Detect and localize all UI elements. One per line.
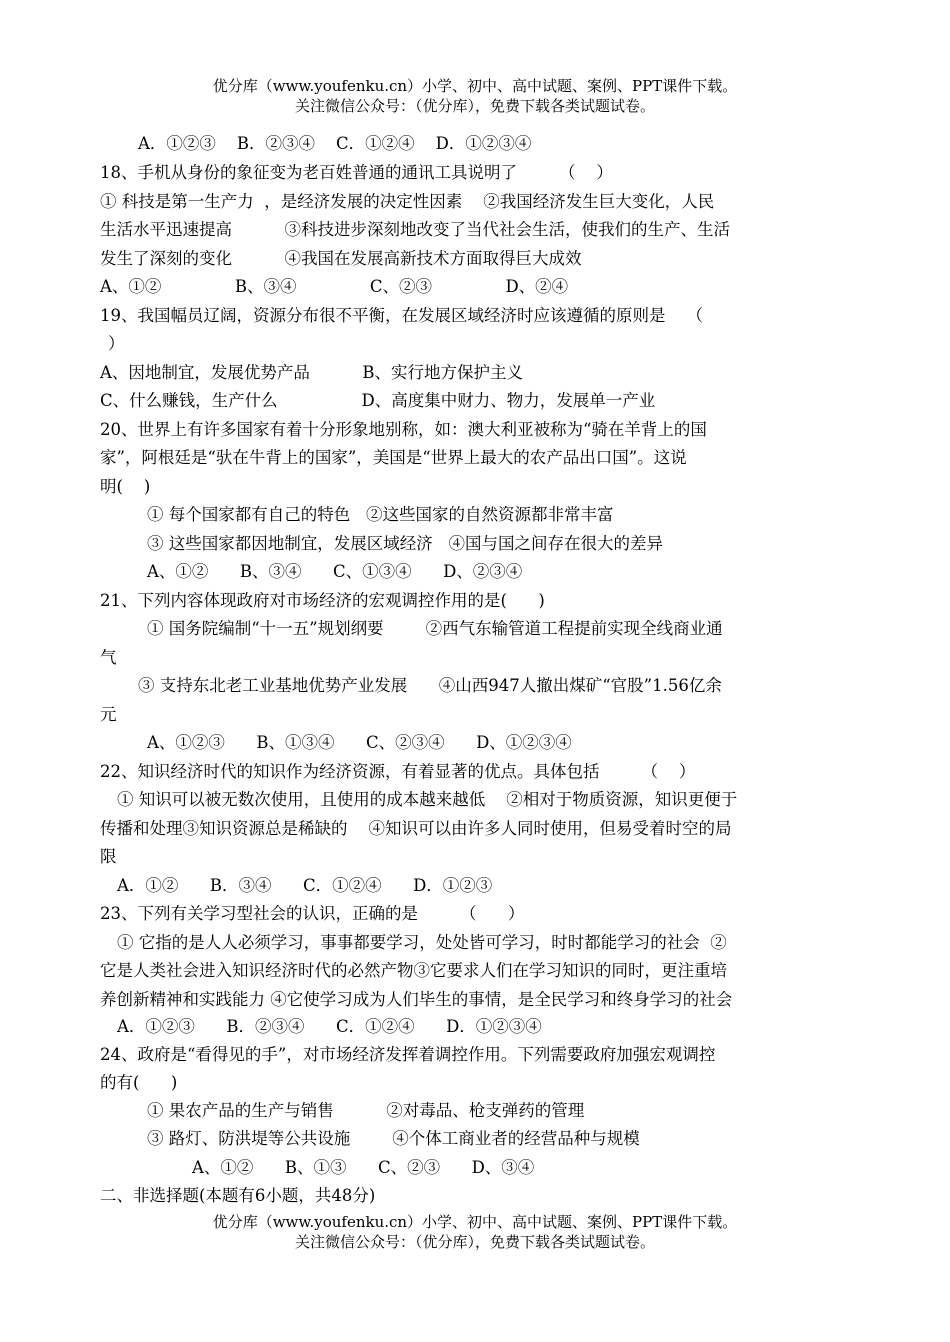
q19-options-2: C、什么赚钱，生产什么 D、高度集中财力、物力，发展单一产业 — [100, 391, 656, 410]
q22-line-2: 传播和处理③知识资源总是稀缺的 ④知识可以由许多人同时使用，但易受着时空的局 — [100, 819, 732, 838]
q18-options: A、①② B、③④ C、②③ D、②④ — [100, 277, 569, 296]
q22-options: A．①② B．③④ C．①②④ D．①②③ — [117, 876, 493, 895]
header-line-1: 优分库（www.youfenku.cn）小学、初中、高中试题、案例、PPT课件下载。 — [212, 77, 738, 95]
q20-options: A、①② B、③④ C、①③④ D、②③④ — [147, 562, 523, 581]
q19-stem-end: ） — [108, 334, 125, 353]
q18-line-3: 发生了深刻的变化 ④我国在发展高新技术方面取得巨大成效 — [100, 249, 582, 268]
section-2-title: 二、非选择题(本题有6小题，共48分) — [100, 1186, 376, 1205]
header-line-2: 关注微信公众号：（优分库），免费下载各类试题试卷。 — [294, 97, 655, 115]
q24-stem-2: 的有( ) — [100, 1073, 178, 1092]
q22-line-3: 限 — [100, 847, 117, 866]
q21-item-2: ③ 支持东北老工业基地优势产业发展 ④山西947人撤出煤矿“官股”1.56亿余 — [138, 676, 722, 695]
q21-item-1: ① 国务院编制“十一五”规划纲要 ②西气东输管道工程提前实现全线商业通 — [147, 619, 723, 638]
q17-options: A．①②③ B．②③④ C．①②④ D．①②③④ — [138, 134, 532, 153]
q18-line-1: ① 科技是第一生产力 ，是经济发展的决定性因素 ②我国经济发生巨大变化，人民 — [100, 192, 715, 211]
q24-options: A、①② B、①③ C、②③ D、③④ — [192, 1158, 535, 1177]
q20-item-2: ③ 这些国家都因地制宜，发展区域经济 ④国与国之间存在很大的差异 — [147, 534, 663, 553]
q22-stem: 22、知识经济时代的知识作为经济资源，有着显著的优点。具体包括 （ ） — [100, 762, 696, 781]
q24-item-1: ① 果农产品的生产与销售 ②对毒品、枪支弹药的管理 — [147, 1101, 585, 1120]
q20-stem-3: 明( ) — [100, 477, 151, 496]
q23-line-1: ① 它指的是人人必须学习，事事都要学习，处处皆可学习，时时都能学习的社会 ② — [117, 933, 727, 952]
q19-options-1: A、因地制宜，发展优势产品 B、实行地方保护主义 — [100, 363, 523, 382]
footer-line-2: 关注微信公众号：（优分库），免费下载各类试题试卷。 — [294, 1233, 655, 1251]
q21-stem: 21、下列内容体现政府对市场经济的宏观调控作用的是( ) — [100, 591, 545, 610]
q18-line-2: 生活水平迅速提高 ③科技进步深刻地改变了当代社会生活，使我们的生产、生活 — [100, 220, 730, 239]
q20-stem-2: 家”，阿根廷是“驮在牛背上的国家”，美国是“世界上最大的农产品出口国”。这说 — [100, 448, 687, 467]
q19-stem: 19、我国幅员辽阔，资源分布很不平衡，在发展区域经济时应该遵循的原则是 （ — [100, 306, 703, 325]
q21-options: A、①②③ B、①③④ C、②③④ D、①②③④ — [147, 733, 572, 752]
q23-line-3: 养创新精神和实践能力 ④它使学习成为人们毕生的事情，是全民学习和终身学习的社会 — [100, 990, 733, 1009]
page-header — [0, 76, 950, 116]
q23-stem: 23、下列有关学习型社会的认识，正确的是 （ ） — [100, 904, 525, 923]
footer-line-1: 优分库（www.youfenku.cn）小学、初中、高中试题、案例、PPT课件下载。 — [212, 1213, 738, 1231]
q23-options: A．①②③ B．②③④ C．①②④ D．①②③④ — [117, 1017, 542, 1036]
q23-line-2: 它是人类社会进入知识经济时代的必然产物③它要求人们在学习知识的同时，更注重培 — [100, 961, 727, 980]
q20-item-1: ① 每个国家都有自己的特色 ②这些国家的自然资源都非常丰富 — [147, 505, 614, 524]
page-footer — [0, 1212, 950, 1252]
q24-item-2: ③ 路灯、防洪堤等公共设施 ④个体工商业者的经营品种与规模 — [147, 1129, 640, 1148]
q22-line-1: ① 知识可以被无数次使用，且使用的成本越来越低 ②相对于物质资源，知识更便于 — [117, 790, 738, 809]
q21-item-2-wrap: 元 — [100, 705, 117, 724]
q24-stem: 24、政府是“看得见的手”，对市场经济发挥着调控作用。下列需要政府加强宏观调控 — [100, 1045, 716, 1064]
q18-stem: 18、手机从身份的象征变为老百姓普通的通讯工具说明了 （ ） — [100, 163, 613, 182]
q21-item-1-wrap: 气 — [100, 648, 117, 667]
q20-stem: 20、世界上有许多国家有着十分形象地别称，如：澳大利亚被称为“骑在羊背上的国 — [100, 420, 707, 439]
